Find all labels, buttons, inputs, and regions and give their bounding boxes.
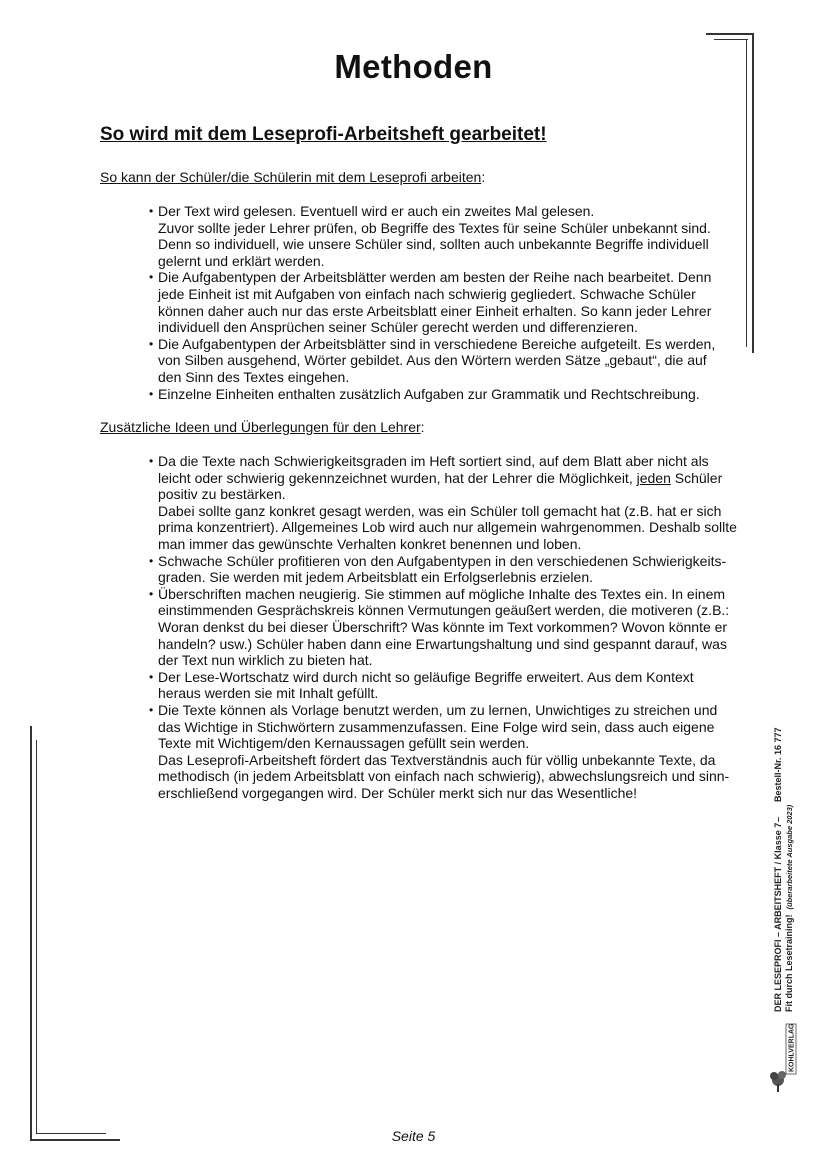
text-line: • Da die Texte nach Schwierigkeitsgraden im Heft sortiert sind, auf dem Blatt aber nicht als [158, 453, 709, 469]
list-item [149, 386, 749, 403]
text-line: Texte mit Wichtigem/den Kernaussagen gefüllt sein werden. [158, 735, 530, 752]
frame-top-right-h2 [714, 39, 748, 40]
bullet-list-teacher [149, 453, 749, 801]
list-item [149, 669, 749, 702]
list-item [149, 269, 749, 335]
sidebar-line-1: DER LESEPROFI – ARBEITSHEFT / Klasse 7 [773, 822, 783, 1012]
frame-top-right-h1 [706, 33, 754, 35]
list-item [149, 553, 749, 586]
bullet-list-students [149, 203, 749, 402]
frame-bottom-left-v1 [30, 726, 32, 1140]
publisher-logo [768, 1022, 798, 1094]
text-line: positiv zu bestärken. [158, 486, 286, 503]
text-line: • Die Texte können als Vorlage benutzt werden, um zu lernen, Unwichtiges zu streichen und [158, 701, 718, 718]
text-line: • Der Lese-Wortschatz wird durch nicht so geläufige Begriffe erweitert. Aus dem Kontext [158, 668, 694, 685]
text-line: erschließend vorgegangen wird. Der Schüler merkt sich nur das Wesentliche! [158, 784, 638, 801]
section-heading-students: So kann der Schüler/die Schülerin mit dem Leseprofi arbeiten: [100, 169, 486, 185]
sidebar-imprint [773, 672, 795, 1012]
text-line: graden. Sie werden mit jedem Arbeitsblatt ein Erfolgserlebnis erzielen. [158, 569, 594, 586]
text-line: Denn so individuell, wie unsere Schüler sind, sollten auch unbekannte Begriffe individuell [158, 236, 709, 253]
text-line: methodisch (in jedem Arbeitsblatt von einfach nach schwierig), abwechslungsreich und sinn- [158, 768, 730, 785]
text-line: handeln? usw.) Schüler haben dann eine Erwartungshaltung und sind gespannt darauf, was [158, 635, 727, 652]
sidebar-line-2 [784, 672, 795, 1012]
frame-bottom-left-v2 [36, 740, 37, 1134]
text-line: • Einzelne Einheiten enthalten zusätzlich Aufgaben zur Grammatik und Rechtschreibung. [158, 385, 700, 402]
emphasis-word: jeden [636, 469, 671, 486]
text-line: jede Einheit ist mit Aufgaben von einfach nach schwierig gegliedert. Schwache Schüler [158, 285, 696, 302]
sidebar-dash: – [773, 816, 783, 822]
text-line: individuell den Ansprüchen seiner Schüler gerecht werden und differenzieren. [158, 319, 638, 336]
page-title: Methoden [334, 48, 493, 85]
text-line: man immer das gewünschte Verhalten konkret benennen und loben. [158, 535, 582, 552]
text-line: von Silben ausgehend, Wörter gebildet. Aus den Wörtern werden Sätze „gebaut“, die auf [158, 352, 707, 369]
text-line: Dabei sollte ganz konkret gesagt werden, was ein Schüler toll gemacht hat (z.B. hat er sich [158, 502, 722, 519]
text-line: den Sinn des Textes eingehen. [158, 368, 350, 385]
list-item [149, 453, 749, 553]
text-line: der Text nun wirklich zu bieten hat. [158, 652, 373, 669]
text-line: leicht oder schwierig gekennzeichnet wurden, hat der Lehrer die Möglichkeit, jeden Schüler [158, 469, 723, 486]
text-line: • Die Aufgabentypen der Arbeitsblätter sind in verschiedene Bereiche aufgeteilt. Es werden, [158, 335, 716, 352]
publisher-name: KOHLVERLAG [788, 1023, 796, 1072]
section-heading-teacher: Zusätzliche Ideen und Überlegungen für den Lehrer: [100, 419, 425, 435]
page-subtitle: So wird mit dem Leseprofi-Arbeitsheft gearbeitet! [100, 124, 547, 145]
section-heading-text: So kann der Schüler/die Schülerin mit dem Leseprofi arbeiten [100, 169, 482, 185]
list-item [149, 203, 749, 269]
text-line: prima konzentriert). Allgemeines Lob wird auch nur allgemein wahrgenommen. Deshalb sollte [158, 519, 737, 536]
text-line: • Schwache Schüler profitieren von den Aufgabentypen in den verschiedenen Schwierigkeits- [158, 552, 727, 569]
text-line: • Die Aufgabentypen der Arbeitsblätter werden am besten der Reihe nach bearbeitet. Denn [158, 269, 712, 286]
sidebar-motto: Fit durch Lesetraining! [784, 914, 794, 1012]
list-item [149, 336, 749, 386]
text-line: das Wichtige in Stichwörtern zusammenzufassen. Eine Folge wird sein, dass auch eigene [158, 718, 715, 735]
text-line: heraus werden sie mit Inhalt gefüllt. [158, 685, 379, 702]
sidebar-order-number: Bestell-Nr. 16 777 [773, 727, 783, 802]
text-line: • Der Text wird gelesen. Eventuell wird er auch ein zweites Mal gelesen. [158, 203, 595, 219]
text-line: Das Leseprofi-Arbeitsheft fördert das Textverständnis auch für völlig unbekannte Texte, da [158, 751, 716, 768]
text-line: Zuvor sollte jeder Lehrer prüfen, ob Begriffe des Textes für seine Schüler unbekannt sind. [158, 219, 711, 236]
text-line: Woran denkst du bei dieser Überschrift? Was könnte im Text vorkommen? Wovon könnte er [158, 618, 728, 635]
text-line: können daher auch nur das erste Arbeitsblatt einer Einheit erhalten. So kann jeder Lehrer [158, 302, 712, 319]
sidebar-edition: (überarbeitete Ausgabe 2023) [785, 804, 794, 910]
list-item [149, 586, 749, 669]
page-number: Seite 5 [391, 1128, 436, 1144]
text-line: einstimmenden Gesprächskreis können Vermutungen geäußert werden, die motiveren (z.B.: [158, 602, 730, 619]
list-item [149, 702, 749, 802]
text-line: • Überschriften machen neugierig. Sie stimmen auf mögliche Inhalte des Textes ein. In einem [158, 585, 726, 602]
text-line: gelernt und erklärt werden. [158, 252, 325, 269]
tree-logo-icon [768, 1022, 798, 1094]
section-heading-text: Zusätzliche Ideen und Überlegungen für den Lehrer [100, 419, 421, 435]
